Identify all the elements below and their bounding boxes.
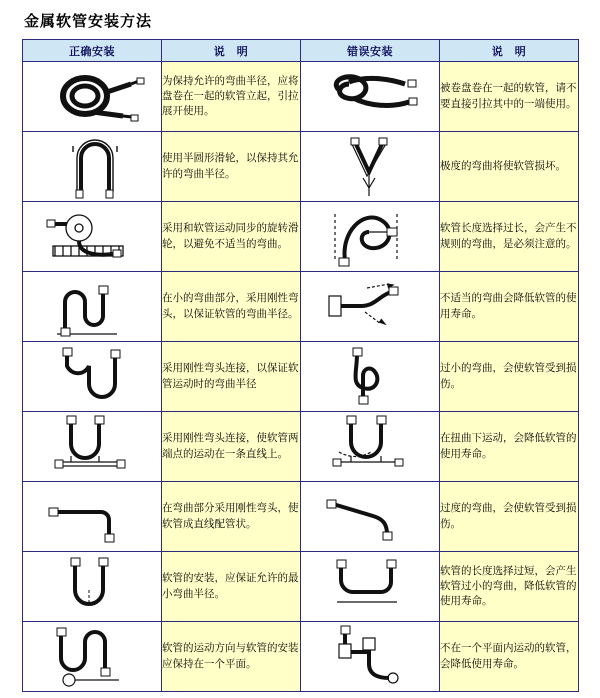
rigid-elbow-at-small-bend-figure	[23, 272, 161, 341]
table-row	[23, 62, 579, 132]
description-wrong: 在扭曲下运动，会降低软管的使用寿命。	[440, 412, 579, 482]
figure-cell-correct	[23, 62, 162, 132]
header-wrong-description: 说 明	[440, 40, 579, 62]
description-correct: 在弯曲部分采用刚性弯头，使软管成直线配管状。	[162, 482, 301, 552]
motion-plane-aligned-install-figure	[23, 622, 161, 691]
figure-cell-correct	[23, 412, 162, 482]
description-correct: 软管的安装，应保证允许的最小弯曲半径。	[162, 552, 301, 622]
figure-cell-wrong	[301, 482, 440, 552]
coiled-hose-pulled-straight-figure	[301, 62, 439, 131]
description-correct: 采用刚性弯头连接，使软管两端点的运动在一条直线上。	[162, 412, 301, 482]
vertical-u-minimum-bend-radius-figure	[23, 552, 161, 621]
loose-long-hose-irregular-loop-figure	[301, 202, 439, 271]
description-wrong: 软管长度选择过长，会产生不规则的弯曲，是必须注意的。	[440, 202, 579, 272]
figure-cell-wrong	[301, 272, 440, 342]
description-correct: 为保持允许的弯曲半径，应将盘卷在一起的软管立起，引拉展开使用。	[162, 62, 301, 132]
improper-bend-at-fitting-figure	[301, 272, 439, 341]
too-long-hose-small-bend-figure	[301, 552, 439, 621]
header-correct-description: 说 明	[162, 40, 301, 62]
figure-cell-wrong	[301, 62, 440, 132]
table-row	[23, 482, 579, 552]
coiled-hose-standing-roll-figure	[23, 62, 161, 131]
description-wrong: 不在一个平面内运动的软管，会降低使用寿命。	[440, 622, 579, 692]
figure-cell-correct	[23, 342, 162, 412]
table-header	[23, 40, 579, 62]
figure-cell-correct	[23, 132, 162, 202]
description-wrong: 不适当的弯曲会降低软管的使用寿命。	[440, 272, 579, 342]
figure-cell-correct	[23, 202, 162, 272]
description-wrong: 极度的弯曲将使软管损坏。	[440, 132, 579, 202]
table-row	[23, 202, 579, 272]
table-row	[23, 622, 579, 692]
description-wrong: 软管的长度选择过短，会产生软管过小的弯曲，降低软管的使用寿命。	[440, 552, 579, 622]
description-correct: 软管的运动方向与软管的安装应保持在一个平面。	[162, 622, 301, 692]
description-wrong: 过度的弯曲，会使软管受到损伤。	[440, 482, 579, 552]
table-row	[23, 342, 579, 412]
description-wrong: 被卷盘卷在一起的软管，请不要直接引拉其中的一端使用。	[440, 62, 579, 132]
header-correct-install: 正确安装	[23, 40, 162, 62]
rotating-pulley-with-chain-figure	[23, 202, 161, 271]
figure-cell-correct	[23, 622, 162, 692]
rigid-elbow-u-loop-figure	[23, 342, 161, 411]
description-correct: 采用和软管运动同步的旋转滑轮，以避免不适当的弯曲。	[162, 202, 301, 272]
page-title: 金属软管安装方法	[24, 12, 153, 30]
sharp-v-bend-over-edge-figure	[301, 132, 439, 201]
table-row	[23, 552, 579, 622]
header-row	[23, 40, 579, 62]
table-row	[23, 272, 579, 342]
table-body	[23, 62, 579, 692]
twisting-u-hose-figure	[301, 412, 439, 481]
figure-cell-correct	[23, 552, 162, 622]
description-correct: 采用刚性弯头连接，以保证软管运动时的弯曲半径	[162, 342, 301, 412]
out-of-plane-motion-install-figure	[301, 622, 439, 691]
figure-cell-wrong	[301, 552, 440, 622]
figure-cell-wrong	[301, 132, 440, 202]
description-correct: 使用半圆形滑轮，以保持其允许的弯曲半径。	[162, 132, 301, 202]
description-wrong: 过小的弯曲，会使软管受到损伤。	[440, 342, 579, 412]
figure-cell-wrong	[301, 622, 440, 692]
figure-cell-correct	[23, 272, 162, 342]
installation-methods-table	[22, 39, 579, 692]
rigid-elbows-straight-line-motion-figure	[23, 412, 161, 481]
table-row	[23, 132, 579, 202]
figure-cell-wrong	[301, 342, 440, 412]
table-row	[23, 412, 579, 482]
figure-cell-wrong	[301, 412, 440, 482]
figure-cell-wrong	[301, 202, 440, 272]
over-bent-straight-run-figure	[301, 482, 439, 551]
description-correct: 在小的弯曲部分，采用刚性弯头，以保证软管的弯曲半径。	[162, 272, 301, 342]
rigid-elbow-straight-piping-figure	[23, 482, 161, 551]
figure-cell-correct	[23, 482, 162, 552]
too-tight-s-bend-figure	[301, 342, 439, 411]
semicircular-guide-pulley-bend-figure	[23, 132, 161, 201]
header-wrong-install: 错误安装	[301, 40, 440, 62]
